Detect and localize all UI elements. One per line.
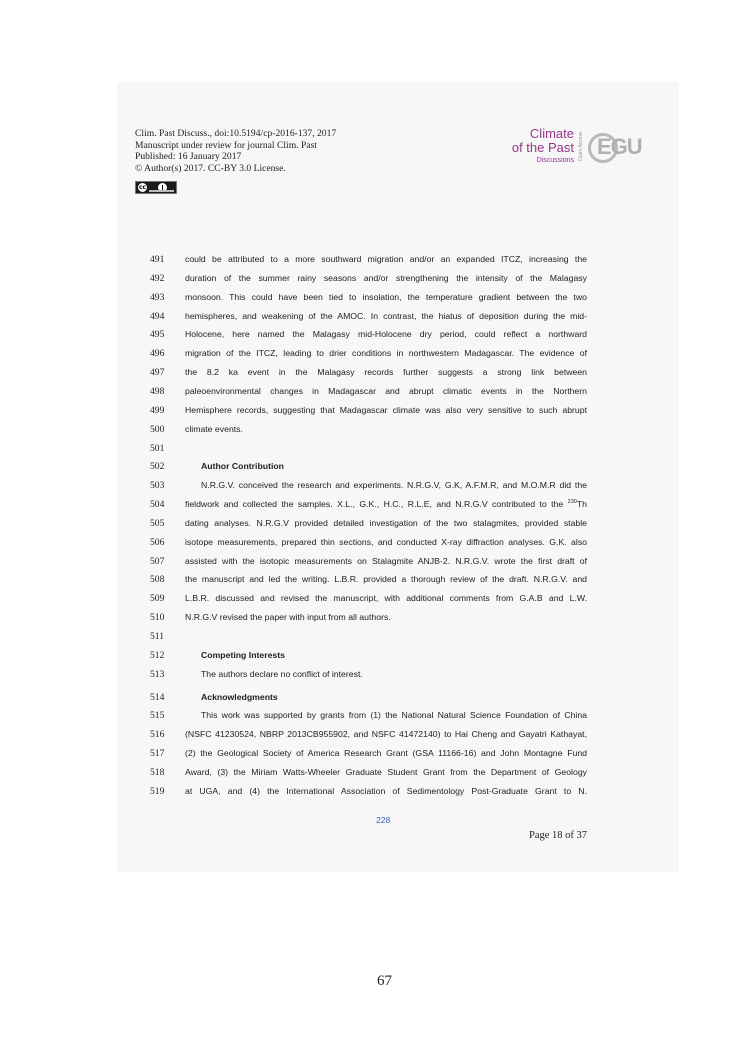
manuscript-line: [150, 311, 590, 329]
journal-logo: [500, 127, 574, 165]
manuscript-line: [150, 537, 590, 555]
line-text: isotope measurements, prepared thin sections, and conducted X-ray diffraction analyses. G.K. also: [185, 536, 587, 547]
manuscript-line: [150, 424, 590, 442]
superscript: 230: [567, 499, 577, 506]
line-text: the 8.2 ka event in the Malagasy records further suggests a strong link between: [185, 367, 587, 378]
manuscript-line: [150, 348, 590, 366]
manuscript-line: [150, 692, 590, 710]
line-number: 496: [150, 348, 165, 360]
line-number: 491: [150, 254, 165, 265]
line-text: paleoenvironmental changes in Madagascar and abrupt climatic events in the Northern: [185, 385, 587, 396]
manuscript-line: [150, 786, 590, 804]
line-number: 502: [150, 461, 165, 473]
line-text: at UGA, and (4) the International Association of Sedimentology Post-Graduate Grant to N.: [185, 785, 587, 796]
page-of-label: Page 18 of 37: [529, 830, 588, 841]
line-number: 506: [150, 536, 165, 548]
line-number: 519: [150, 785, 165, 797]
line-number: 513: [150, 668, 165, 680]
cc-icon: cc: [138, 184, 147, 191]
line-number: 517: [150, 748, 165, 760]
line-text: Holocene, here named the Malagasy mid-Holocene dry period, could reflect a northward: [185, 329, 587, 340]
line-text: N.R.G.V. conceived the research and experiments. N.R.G.V, G.K, A.F.M.R, and M.O.M.R did the: [201, 480, 587, 491]
line-number: 494: [150, 310, 165, 322]
manuscript-line: [150, 729, 590, 747]
line-number: 495: [150, 329, 165, 341]
manuscript-line: [150, 518, 590, 536]
line-text: duration of the summer rainy seasons and/or strengthening the intensity of the Malagasy: [185, 272, 587, 283]
citation-line: Clim. Past Discuss., doi:10.5194/cp-2016-137, 2017: [135, 128, 337, 139]
journal-subtitle: Discussions: [536, 157, 574, 164]
manuscript-line: [150, 748, 590, 766]
line-text: climate events.: [185, 423, 243, 434]
manuscript-line: [150, 499, 590, 517]
line-text: The authors declare no conflict of interest.: [201, 668, 363, 679]
line-number: 509: [150, 593, 165, 605]
line-number: 515: [150, 710, 165, 722]
manuscript-line: [150, 480, 590, 498]
section-heading: Author Contribution: [201, 461, 284, 472]
published-line: Published: 16 January 2017: [135, 151, 242, 163]
line-text: assisted with the isotopic measurements on Stalagmite ANJB-2. N.R.G.V. wrote the first draft of: [185, 555, 587, 566]
journal-name-1: Climate: [529, 126, 574, 141]
line-number: 497: [150, 367, 165, 379]
line-text: (2) the Geological Society of America Research Grant (GSA 11166-16) and John Montagne Fund: [185, 748, 587, 759]
line-number: 514: [150, 691, 165, 703]
line-text: This work was supported by grants from (1) the National Natural Science Foundation of China: [201, 710, 587, 721]
line-number: 500: [150, 423, 165, 435]
manuscript-line: [150, 767, 590, 785]
line-text: fieldwork and collected the samples. X.L., G.K., H.C., R.L.E, and N.R.G.V contributed to the $^{230}$Th: [185, 499, 587, 510]
line-text: hemispheres, and weakening of the AMOC. In contrast, the hiatus of deposition during the mid-: [185, 310, 587, 321]
manuscript-line: [150, 631, 590, 649]
line-number: 498: [150, 385, 165, 397]
line-text: the manuscript and led the writing. L.B.R. provided a thorough review of the draft. N.R.G.V. and: [185, 574, 587, 585]
journal-name-2: of the Past: [511, 140, 574, 155]
line-number: 493: [150, 291, 165, 303]
section-heading: Competing Interests: [201, 649, 285, 660]
manuscript-line: [150, 612, 590, 630]
manuscript-line: [150, 556, 590, 574]
manuscript-line: [150, 669, 590, 687]
open-access-label: Open Access: [578, 131, 584, 161]
line-number: 503: [150, 480, 165, 492]
manuscript-line: [150, 367, 590, 385]
line-text: N.R.G.V revised the paper with input from all authors.: [185, 612, 391, 623]
manuscript-line: [150, 254, 590, 272]
manuscript-line: [150, 650, 590, 668]
line-text: Award, (3) the Miriam Watts-Wheeler Graduate Student Grant from the Department of Geology: [185, 766, 587, 777]
line-number: 518: [150, 766, 165, 778]
manuscript-line: [150, 574, 590, 592]
line-number: 507: [150, 555, 165, 567]
line-text: Hemisphere records, suggesting that Madagascar climate was also very sensitive to such abrupt: [185, 404, 587, 415]
line-number: 492: [150, 272, 165, 284]
manuscript-line: [150, 443, 590, 461]
page-number-blue: 228: [376, 815, 391, 825]
manuscript-line: [150, 461, 590, 479]
line-number: 499: [150, 404, 165, 416]
line-number: 511: [150, 631, 165, 642]
manuscript-line: [150, 710, 590, 728]
line-text: dating analyses. N.R.G.V provided detailed investigation of the two stalagmites, provided stable: [185, 517, 587, 528]
manuscript-line: [150, 329, 590, 347]
cc-by-license-logo: [135, 181, 177, 194]
manuscript-line: [150, 405, 590, 423]
line-number: 508: [150, 574, 165, 586]
manuscript-line: [150, 273, 590, 291]
manuscript-line: [150, 593, 590, 611]
line-number: 512: [150, 649, 165, 661]
line-number: 501: [150, 442, 165, 454]
line-text: migration of the ITCZ, leading to drier conditions in northwestern Madagascar. The evidence of: [185, 348, 587, 359]
license-line: © Author(s) 2017. CC-BY 3.0 License.: [135, 163, 286, 175]
section-heading: Acknowledgments: [201, 691, 278, 702]
line-number: 516: [150, 729, 165, 741]
citation-header: [135, 128, 336, 175]
footer-page-number: 67: [377, 973, 392, 989]
egu-logo-text: EGU: [597, 134, 642, 159]
line-text: L.B.R. discussed and revised the manuscript, with additional comments from G.A.B and L.W.: [185, 593, 587, 604]
review-line: Manuscript under review for journal Clim. Past: [135, 139, 317, 151]
line-number: 510: [150, 612, 165, 624]
line-number: 505: [150, 517, 165, 529]
line-text: (NSFC 41230524, NBRP 2013CB955902, and NSFC 41472140) to Hai Cheng and Gayatri Kathayat,: [185, 729, 587, 740]
manuscript-line: [150, 292, 590, 310]
manuscript-line: [150, 386, 590, 404]
line-text: monsoon. This could have been tied to insolation, the temperature gradient between the two: [185, 291, 587, 302]
by-stripe: [149, 190, 174, 192]
line-text: could be attributed to a more southward migration and/or an expanded ITCZ, increasing the: [185, 254, 587, 264]
line-number: 504: [150, 499, 165, 511]
